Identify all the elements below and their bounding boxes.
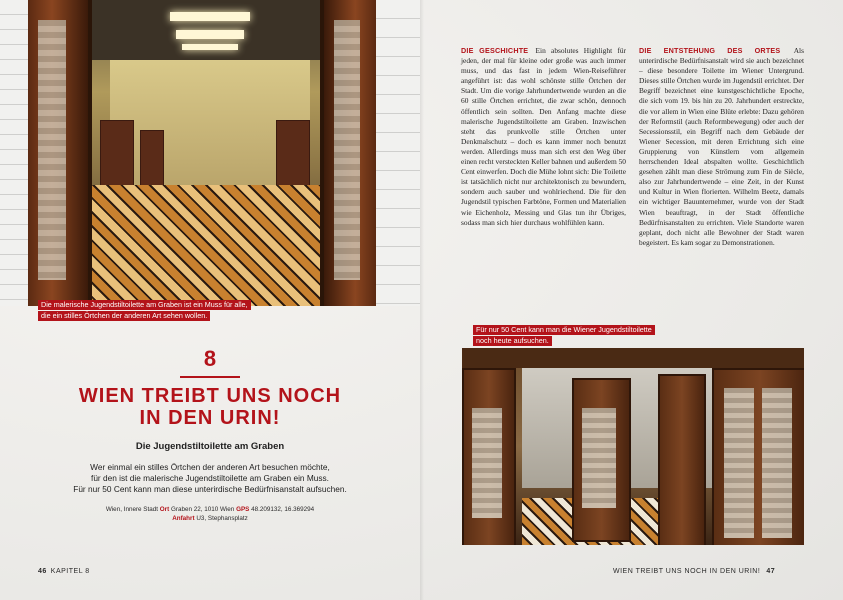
location-gps-label: GPS (236, 506, 250, 513)
chapter-title-line: WIEN TREIBT UNS NOCH (78, 385, 342, 407)
page-number-left: 46 (38, 568, 47, 575)
photo-tiled-floor (60, 185, 360, 306)
chapter-subtitle: Die Jugendstiltoilette am Graben (135, 441, 285, 452)
chapter-intro (30, 462, 390, 495)
left-folio (38, 568, 90, 575)
photo-door-glass (762, 388, 792, 538)
intro-line: Für nur 50 Cent kann man diese unterirdische Bedürfnisanstalt aufsuchen. (73, 484, 347, 494)
photo-caption-line: die ein stilles Örtchen der anderen Art sehen wollen. (38, 311, 210, 321)
page-number-right: 47 (766, 568, 776, 575)
section-head-origin: DIE ENTSTEHUNG DES ORTES (639, 46, 781, 55)
right-folio (613, 568, 775, 575)
location-gps-value: 48.209132, 16.369294 (251, 506, 315, 513)
intro-line: für den ist die malerische Jugendstiltoilette am Graben ein Muss. (91, 473, 329, 483)
photo-door-glass (582, 408, 616, 508)
photo-wall-tiles (370, 0, 420, 306)
chapter-title (0, 385, 420, 429)
photo-ceiling-light (182, 44, 238, 50)
location-ort-label: Ort (159, 506, 170, 513)
text-column-origin (639, 46, 804, 248)
photo-door-glass (334, 20, 360, 280)
photo-ceiling-beam (462, 348, 804, 368)
photo-ceiling-light (176, 30, 244, 39)
photo-door-glass (472, 408, 502, 518)
photo-caption-line: Die malerische Jugendstiltoilette am Graben ist ein Muss für alle, (38, 300, 251, 310)
photo-door-glass (724, 388, 754, 538)
toilet-stalls-photo (462, 348, 804, 545)
photo-ceiling-light (170, 12, 250, 21)
toilet-interior-photo (0, 0, 420, 306)
running-head-right: WIEN TREIBT UNS NOCH IN DEN URIN! (613, 568, 761, 575)
text-column-history (461, 46, 626, 228)
location-anfahrt-label: Anfahrt (172, 515, 195, 522)
location-city: Wien, Innere Stadt (105, 506, 158, 513)
photo-door-glass (38, 20, 66, 280)
location-info (30, 505, 390, 523)
section-head-history: DIE GESCHICHTE (461, 46, 529, 55)
section-body-history: Ein absolutes Highlight für jeden, der mal für kleine oder große was auch immer muss, und das fast in jedem Wien-Reiseführer angeführt ist: das wohl schönste stille Örtchen der Stadt. Um die vorige Jahrhundertwende wurden an die 60 stille Örtchen errichtet, die zwar schön, dennoch öffentlich sein sollten. Den Anfang machte diese malerische Jugendstiltoilette am Graben. Inzwischen steht das prunkvolle stille Örtchen unter Denkmalschutz – doch es kann immer noch benutzt werden. Allerdings muss man sich erst den Weg über einen recht versteckten Keller bahnen und außerdem 50 Cent einwerfen. Doch die Mühe lohnt sich: Die Toilette ist tatsächlich nicht nur architektonisch zu bewundern, sondern auch sauber und wohlriechend. Die für den Jugendstil typischen Farbtöne, Formen und Materialien wie Eichenholz, Messing und Glas tun ihr Übriges, sodass man sich hier durchaus wohlfühlen kann. (461, 46, 626, 227)
photo-wall-tiles (0, 0, 30, 306)
intro-line: Wer einmal ein stilles Örtchen der anderen Art besuchen möchte, (90, 462, 330, 472)
photo-caption-line: Für nur 50 Cent kann man die Wiener Jugendstiltoilette (473, 325, 655, 335)
section-body-origin: Als unterirdische Bedürfnisanstalt wird sie auch bezeichnet – diese besondere Toilette im Wiener Untergrund. Dieses stille Örtchen wurde im Jugendstil errichtet. Der Begriff bezeichnet eine kunstgeschichtliche Epoche, die sich vom 19. bis hin zu 20. Jahrhundert erstreckte, die vor allem in Wien eine Blüte erlebte: Dazu gehören der Reformstil (auch Reformbewegung) oder auch der Secessionsstil, ein Begriff nach dem Gebäude der Wiener Secession, mit deren Errichtung sich eine Gruppierung von Künstlern vom allgemein herrschenden Ideal abspalten wollte. Geschichtlich gesehen zählt man diese Strömung zum Fin de Siècle, also zur Jahrhundertwende – eine Zeit, in der Kunst und Kultur in Wien florierten. Wilhelm Beetz, damals ein wichtiger Bauunternehmer, wurde von der Stadt Wien beauftragt, in der Stadt öffentliche Bedürfnisanstalten zu errichten. Viele Standorte waren geplant, doch nicht alle Bewohner der Stadt waren begeistert. Es kam sogar zu Demonstrationen. (639, 46, 804, 247)
location-ort-value: Graben 22, 1010 Wien (170, 506, 235, 513)
chapter-divider (180, 376, 240, 378)
location-anfahrt-value: U3, Stephansplatz (196, 515, 248, 522)
chapter-title-line: IN DEN URIN! (139, 407, 281, 429)
photo-stall-door (658, 374, 706, 545)
photo-caption-line: noch heute aufsuchen. (473, 336, 552, 346)
chapter-number: 8 (203, 346, 217, 371)
page-gutter (420, 0, 424, 600)
running-head-left: KAPITEL 8 (50, 568, 90, 575)
